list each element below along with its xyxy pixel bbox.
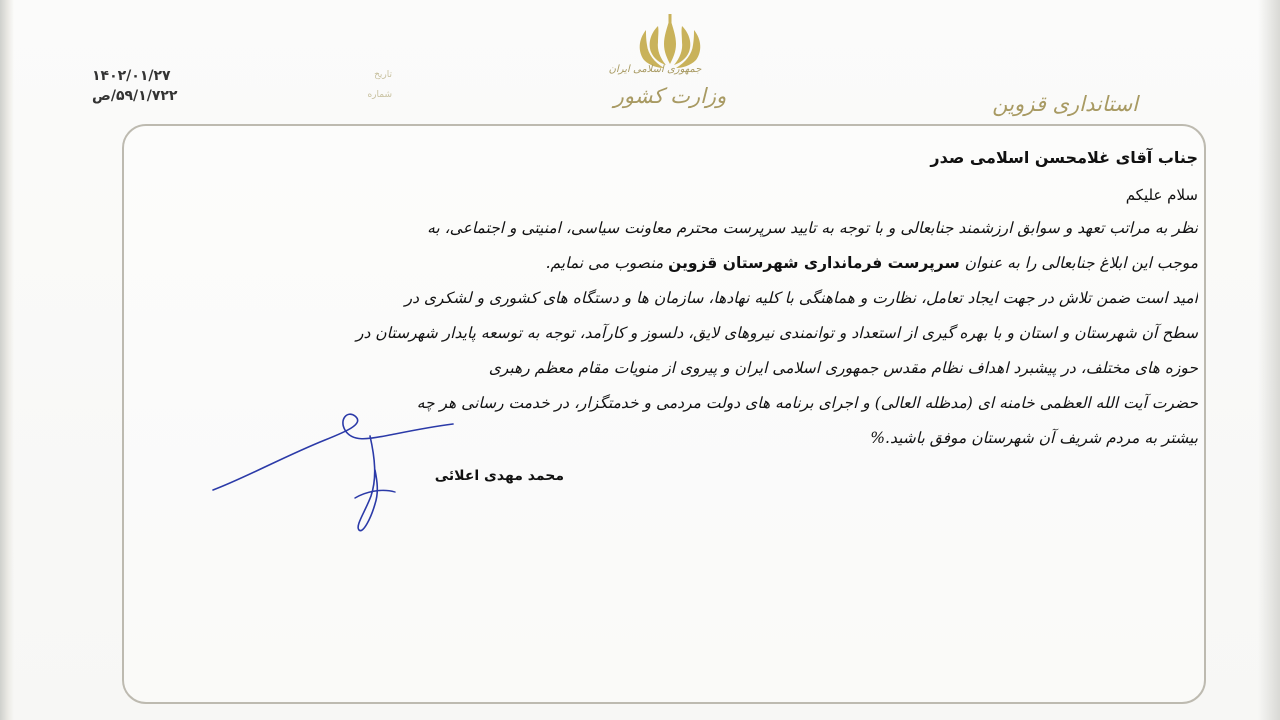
greeting: سلام علیکم <box>1125 186 1198 204</box>
number-row <box>92 88 392 108</box>
body-line: امید است ضمن تلاش در جهت ایجاد تعامل، نظارت و هماهنگی با کلیه نهادها، سازمان ها و دستگاه های کشوری و لشکری در <box>404 289 1198 307</box>
body-line: سطح آن شهرستان و استان و با بهره گیری از استعداد و توانمندی نیروهای لایق، دلسوز و کارآمد، توجه به توسعه پایدار شهرستان در <box>355 324 1198 342</box>
scan-shadow-right <box>1258 0 1280 720</box>
body-line: حوزه های مختلف، در پیشبرد اهداف نظام مقدس جمهوری اسلامی ایران و پیروی از منویات مقام معظم رهبری <box>488 359 1198 377</box>
signature-icon <box>205 408 465 538</box>
emblem-caption: جمهوری اسلامی ایران <box>608 64 702 75</box>
body-line-after: منصوب می نمایم. <box>545 254 669 272</box>
iran-emblem-icon <box>620 14 720 70</box>
body-line: بیشتر به مردم شریف آن شهرستان موفق باشید.% <box>870 429 1198 447</box>
governorate-title: استانداری قزوین <box>992 92 1138 116</box>
signer-name: محمد مهدی اعلائی <box>434 468 564 484</box>
date-value: ۱۴۰۲/۰۱/۲۷ <box>92 68 171 84</box>
date-row <box>92 68 392 88</box>
ministry-title: وزارت کشور <box>613 84 727 108</box>
letter-meta <box>92 68 392 108</box>
scan-shadow-left <box>0 0 14 720</box>
body-line: نظر به مراتب تعهد و سوابق ارزشمند جنابعالی و با توجه به تایید سرپرست محترم معاونت سیاسی، امنیتی و اجتماعی، به <box>427 219 1198 237</box>
number-label: شماره <box>367 90 392 100</box>
body-line <box>178 249 1198 284</box>
body-line-before: موجب این ابلاغ جنابعالی را به عنوان <box>959 254 1198 272</box>
number-value: ۵۹/۱/۷۲۲/ص <box>92 88 178 104</box>
body-line: حضرت آیت الله العظمی خامنه ای (مدظله العالی) و اجرای برنامه های دولت مردمی و خدمتگزار، در خدمت رسانی هر چه <box>416 394 1198 412</box>
addressee: جناب آقای غلامحسن اسلامی صدر <box>930 148 1198 167</box>
date-label: تاریخ <box>374 70 392 80</box>
appointment-title: سرپرست فرمانداری شهرستان قزوین <box>668 254 960 272</box>
